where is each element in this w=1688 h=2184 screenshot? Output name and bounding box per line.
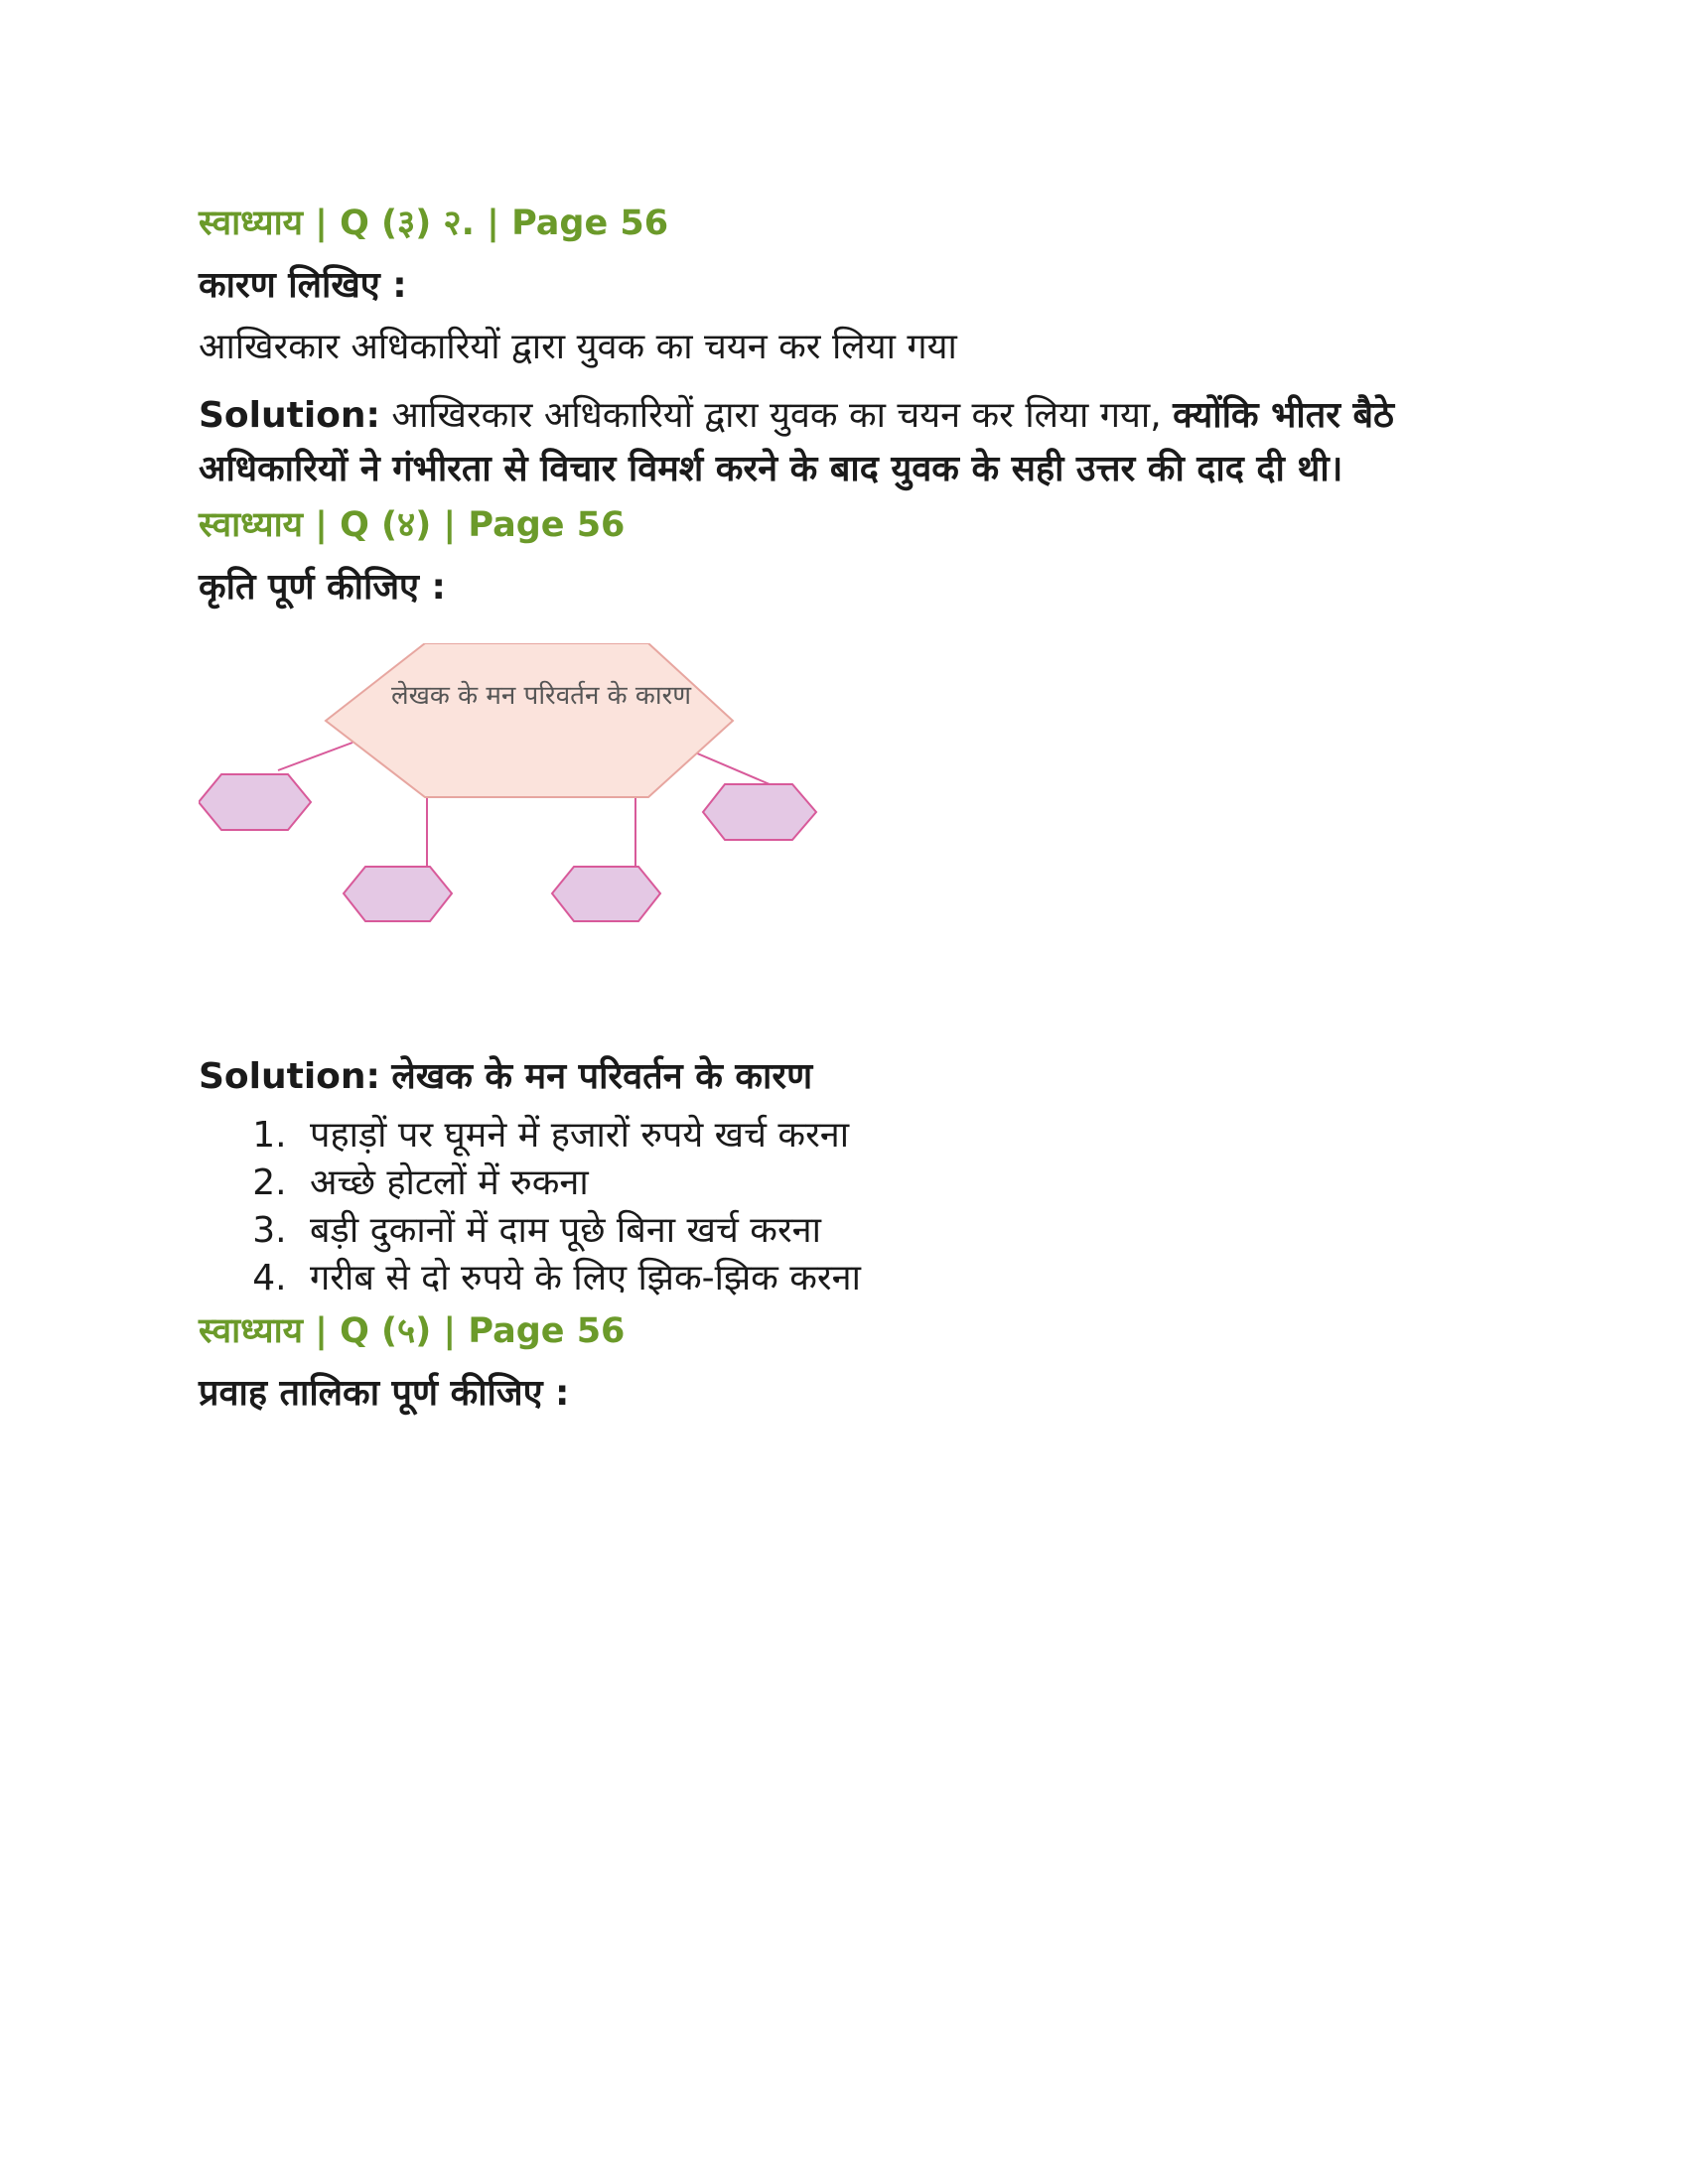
- question-text: आखिरकार अधिकारियों द्वारा युवक का चयन कर लिया गया: [199, 327, 957, 367]
- solution-text-bold: क्योंकि भीतर बैठे अधिकारियों ने गंभीरता से विचार विमर्श करने के बाद युवक के सही उत्तर की दाद दी थी।: [199, 395, 1394, 489]
- list-item: 1. पहाड़ों पर घूमने में हजारों रुपये खर्च करना: [298, 1112, 1509, 1160]
- question-title: प्रवाह तालिका पूर्ण कीजिए :: [199, 1373, 570, 1414]
- question-title: कारण लिखिए :: [199, 265, 407, 306]
- solution-heading-text: लेखक के मन परिवर्तन के कारण: [391, 1056, 813, 1097]
- question-header: स्वाध्याय | Q (३) २. | Page 56: [199, 204, 669, 243]
- concept-web-diagram: [199, 643, 894, 961]
- leaf-hexagon: [552, 867, 660, 921]
- central-hexagon: [326, 643, 733, 797]
- solution-label: Solution:: [199, 395, 380, 436]
- document-page: [199, 199, 1509, 1430]
- leaf-hexagon: [344, 867, 452, 921]
- solution-label: Solution:: [199, 1056, 380, 1097]
- solution-text: आखिरकार अधिकारियों द्वारा युवक का चयन कर लिया गया,: [391, 395, 1162, 436]
- central-hexagon-label: लेखक के मन परिवर्तन के कारण: [390, 681, 692, 711]
- reasons-list: [199, 1112, 1509, 1302]
- solution-paragraph: [199, 389, 1509, 496]
- connector-line: [695, 752, 770, 784]
- connector-line: [278, 743, 352, 770]
- leaf-hexagon: [703, 784, 816, 840]
- list-item: 3. बड़ी दुकानों में दाम पूछे बिना खर्च करना: [298, 1207, 1509, 1255]
- list-item: 2. अच्छे होटलों में रुकना: [298, 1160, 1509, 1207]
- solution-heading: [199, 1050, 1509, 1104]
- question-header: स्वाध्याय | Q (५) | Page 56: [199, 1311, 626, 1351]
- list-item: 4. गरीब से दो रुपये के लिए झिक-झिक करना: [298, 1255, 1509, 1302]
- question-header: स्वाध्याय | Q (४) | Page 56: [199, 505, 626, 545]
- leaf-hexagon: [199, 774, 311, 830]
- question-title: कृति पूर्ण कीजिए :: [199, 567, 446, 608]
